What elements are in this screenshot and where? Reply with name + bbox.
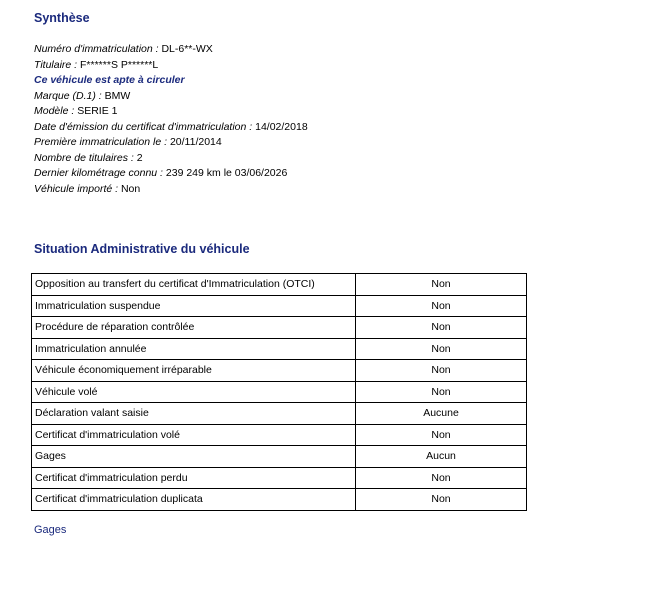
registration-number-line	[34, 42, 308, 58]
model-label: Modèle :	[34, 105, 75, 117]
imported-label: Véhicule importé :	[34, 182, 119, 195]
roadworthy-status-line	[34, 73, 308, 89]
synthese-title: Synthèse	[34, 11, 90, 25]
row-label: Gages	[32, 446, 356, 468]
administrative-situation-table	[31, 273, 527, 511]
synthese-details	[34, 42, 308, 197]
row-label: Immatriculation suspendue	[32, 295, 356, 317]
imported-value: Non	[118, 182, 141, 195]
certificate-issue-date-label: Date d'émission du certificat d'immatriculation :	[34, 120, 253, 133]
certificate-issue-date-value: 14/02/2018	[252, 120, 308, 133]
table-row	[32, 424, 527, 446]
row-value: Non	[356, 424, 527, 446]
registration-number-value: DL-6**-WX	[158, 43, 213, 55]
last-mileage-label: Dernier kilométrage connu :	[34, 167, 163, 179]
row-value: Non	[356, 274, 527, 296]
row-value: Non	[356, 338, 527, 360]
model-value: SERIE 1	[74, 105, 118, 117]
table-row	[32, 446, 527, 468]
imported-line	[34, 182, 308, 198]
row-label: Véhicule économiquement irréparable	[32, 360, 356, 382]
row-value: Non	[356, 467, 527, 489]
roadworthy-status: Ce véhicule est apte à circuler	[34, 74, 185, 86]
administrative-situation-title: Situation Administrative du véhicule	[34, 242, 250, 256]
first-registration-value: 20/11/2014	[167, 136, 222, 148]
table-row	[32, 317, 527, 339]
first-registration-line	[34, 135, 308, 151]
row-label: Certificat d'immatriculation perdu	[32, 467, 356, 489]
row-label: Certificat d'immatriculation duplicata	[32, 489, 356, 511]
certificate-issue-date-line	[34, 120, 308, 136]
table-row	[32, 467, 527, 489]
row-label: Procédure de réparation contrôlée	[32, 317, 356, 339]
row-label: Immatriculation annulée	[32, 338, 356, 360]
last-mileage-value: 239 249 km le 03/06/2026	[162, 167, 288, 179]
row-value: Non	[356, 360, 527, 382]
gages-link[interactable]: Gages	[34, 524, 67, 536]
row-value: Non	[356, 295, 527, 317]
holders-count-value: 2	[133, 151, 143, 164]
table-row	[32, 274, 527, 296]
brand-line	[34, 89, 308, 105]
holders-count-label: Nombre de titulaires :	[34, 151, 134, 164]
holder-value: F******S P******L	[77, 58, 159, 71]
holders-count-line	[34, 151, 308, 167]
registration-number-label: Numéro d'immatriculation :	[34, 43, 159, 55]
row-value: Aucune	[356, 403, 527, 425]
last-mileage-line	[34, 166, 308, 182]
holder-line	[34, 58, 308, 74]
model-line	[34, 104, 308, 120]
table-row	[32, 295, 527, 317]
table-row	[32, 403, 527, 425]
brand-label: Marque (D.1) :	[34, 89, 102, 102]
table-row	[32, 489, 527, 511]
brand-value: BMW	[101, 89, 131, 102]
table-row	[32, 360, 527, 382]
row-label: Certificat d'immatriculation volé	[32, 424, 356, 446]
row-value: Non	[356, 317, 527, 339]
row-label: Véhicule volé	[32, 381, 356, 403]
row-label: Déclaration valant saisie	[32, 403, 356, 425]
row-label: Opposition au transfert du certificat d'Immatriculation (OTCI)	[32, 274, 356, 296]
row-value: Non	[356, 381, 527, 403]
holder-label: Titulaire :	[34, 58, 78, 71]
table-row	[32, 381, 527, 403]
row-value: Aucun	[356, 446, 527, 468]
first-registration-label: Première immatriculation le :	[34, 136, 168, 148]
row-value: Non	[356, 489, 527, 511]
table-row	[32, 338, 527, 360]
